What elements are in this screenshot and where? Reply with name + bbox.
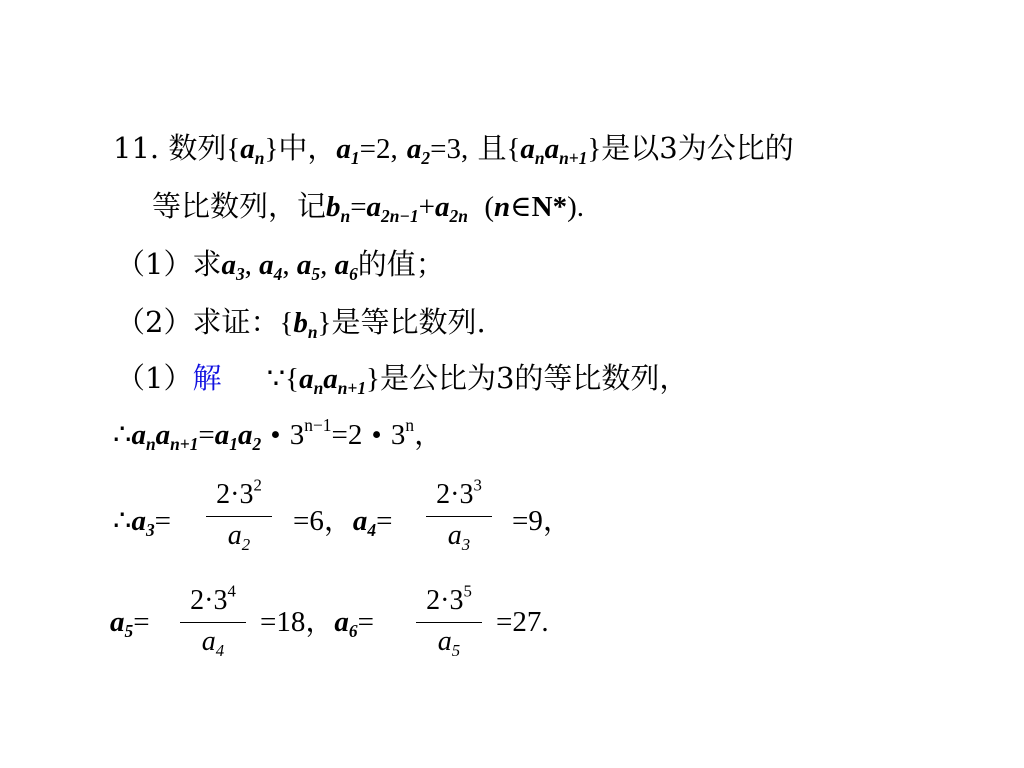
problem-line-1: 11. 数列$\{a_n\}$中，$a_1=2$, $a_2=3$, 且$\{a_na_{n+1}\}$是以3为公比的 [113,131,794,169]
a6-value: =27. [496,606,549,638]
problem-number: 11. [113,131,160,165]
fraction-a3: $2\cdot 3^2$ $a_2$ [206,478,272,553]
therefore-symbol: ∴ [113,417,132,451]
fraction-a6: $2\cdot 3^5$ $a_5$ [416,584,482,659]
text-seq: 数列 [168,131,227,165]
text-line2: 等比数列，记 [152,189,327,223]
q1-suffix: 的值； [357,247,445,281]
sol-prefix: （1） [116,361,193,395]
question-2: （2）求证：$\{b_n\}$是等比数列. [116,305,486,343]
solution-line-1: （1）解 $\because\{a_na_{n+1}\}$是公比为3的等比数列， [116,361,689,399]
text-ratio: 是以3为公比的 [601,131,794,165]
question-1: （1）求$a_3$, $a_4$, $a_5$, $a_6$的值； [116,247,445,285]
solution-line-3: $\therefore a_3=$ [113,503,172,541]
solution-label: 解 [192,361,222,395]
q2-prefix: （2）求证： [116,305,280,339]
solution-line-4: $a_5=$ [110,606,150,642]
because-symbol: ∵ [266,361,286,395]
fraction-a4: $2\cdot 3^3$ $a_3$ [426,478,492,553]
text-and: 且 [477,131,507,165]
sol-text: 是公比为3的等比数列， [379,361,689,395]
text-in: 中， [278,131,337,165]
fraction-a5: $2\cdot 3^4$ $a_4$ [180,584,246,659]
solution-line-2: $\therefore a_na_{n+1}=a_1a_2$ • $3^{n-1}=2$ • 3$^n$， [113,414,444,455]
a5-value: =18，$a_6=$ [260,606,374,642]
q2-suffix: 是等比数列. [331,305,486,339]
a3-value: =6，$a_4=$ [293,505,393,541]
problem-line-2: 等比数列，记$b_n=a_{2n-1}+a_{2n}$ (n∈N*). [152,189,585,227]
q1-prefix: （1）求 [116,247,222,281]
a4-value: =9， [512,505,572,537]
